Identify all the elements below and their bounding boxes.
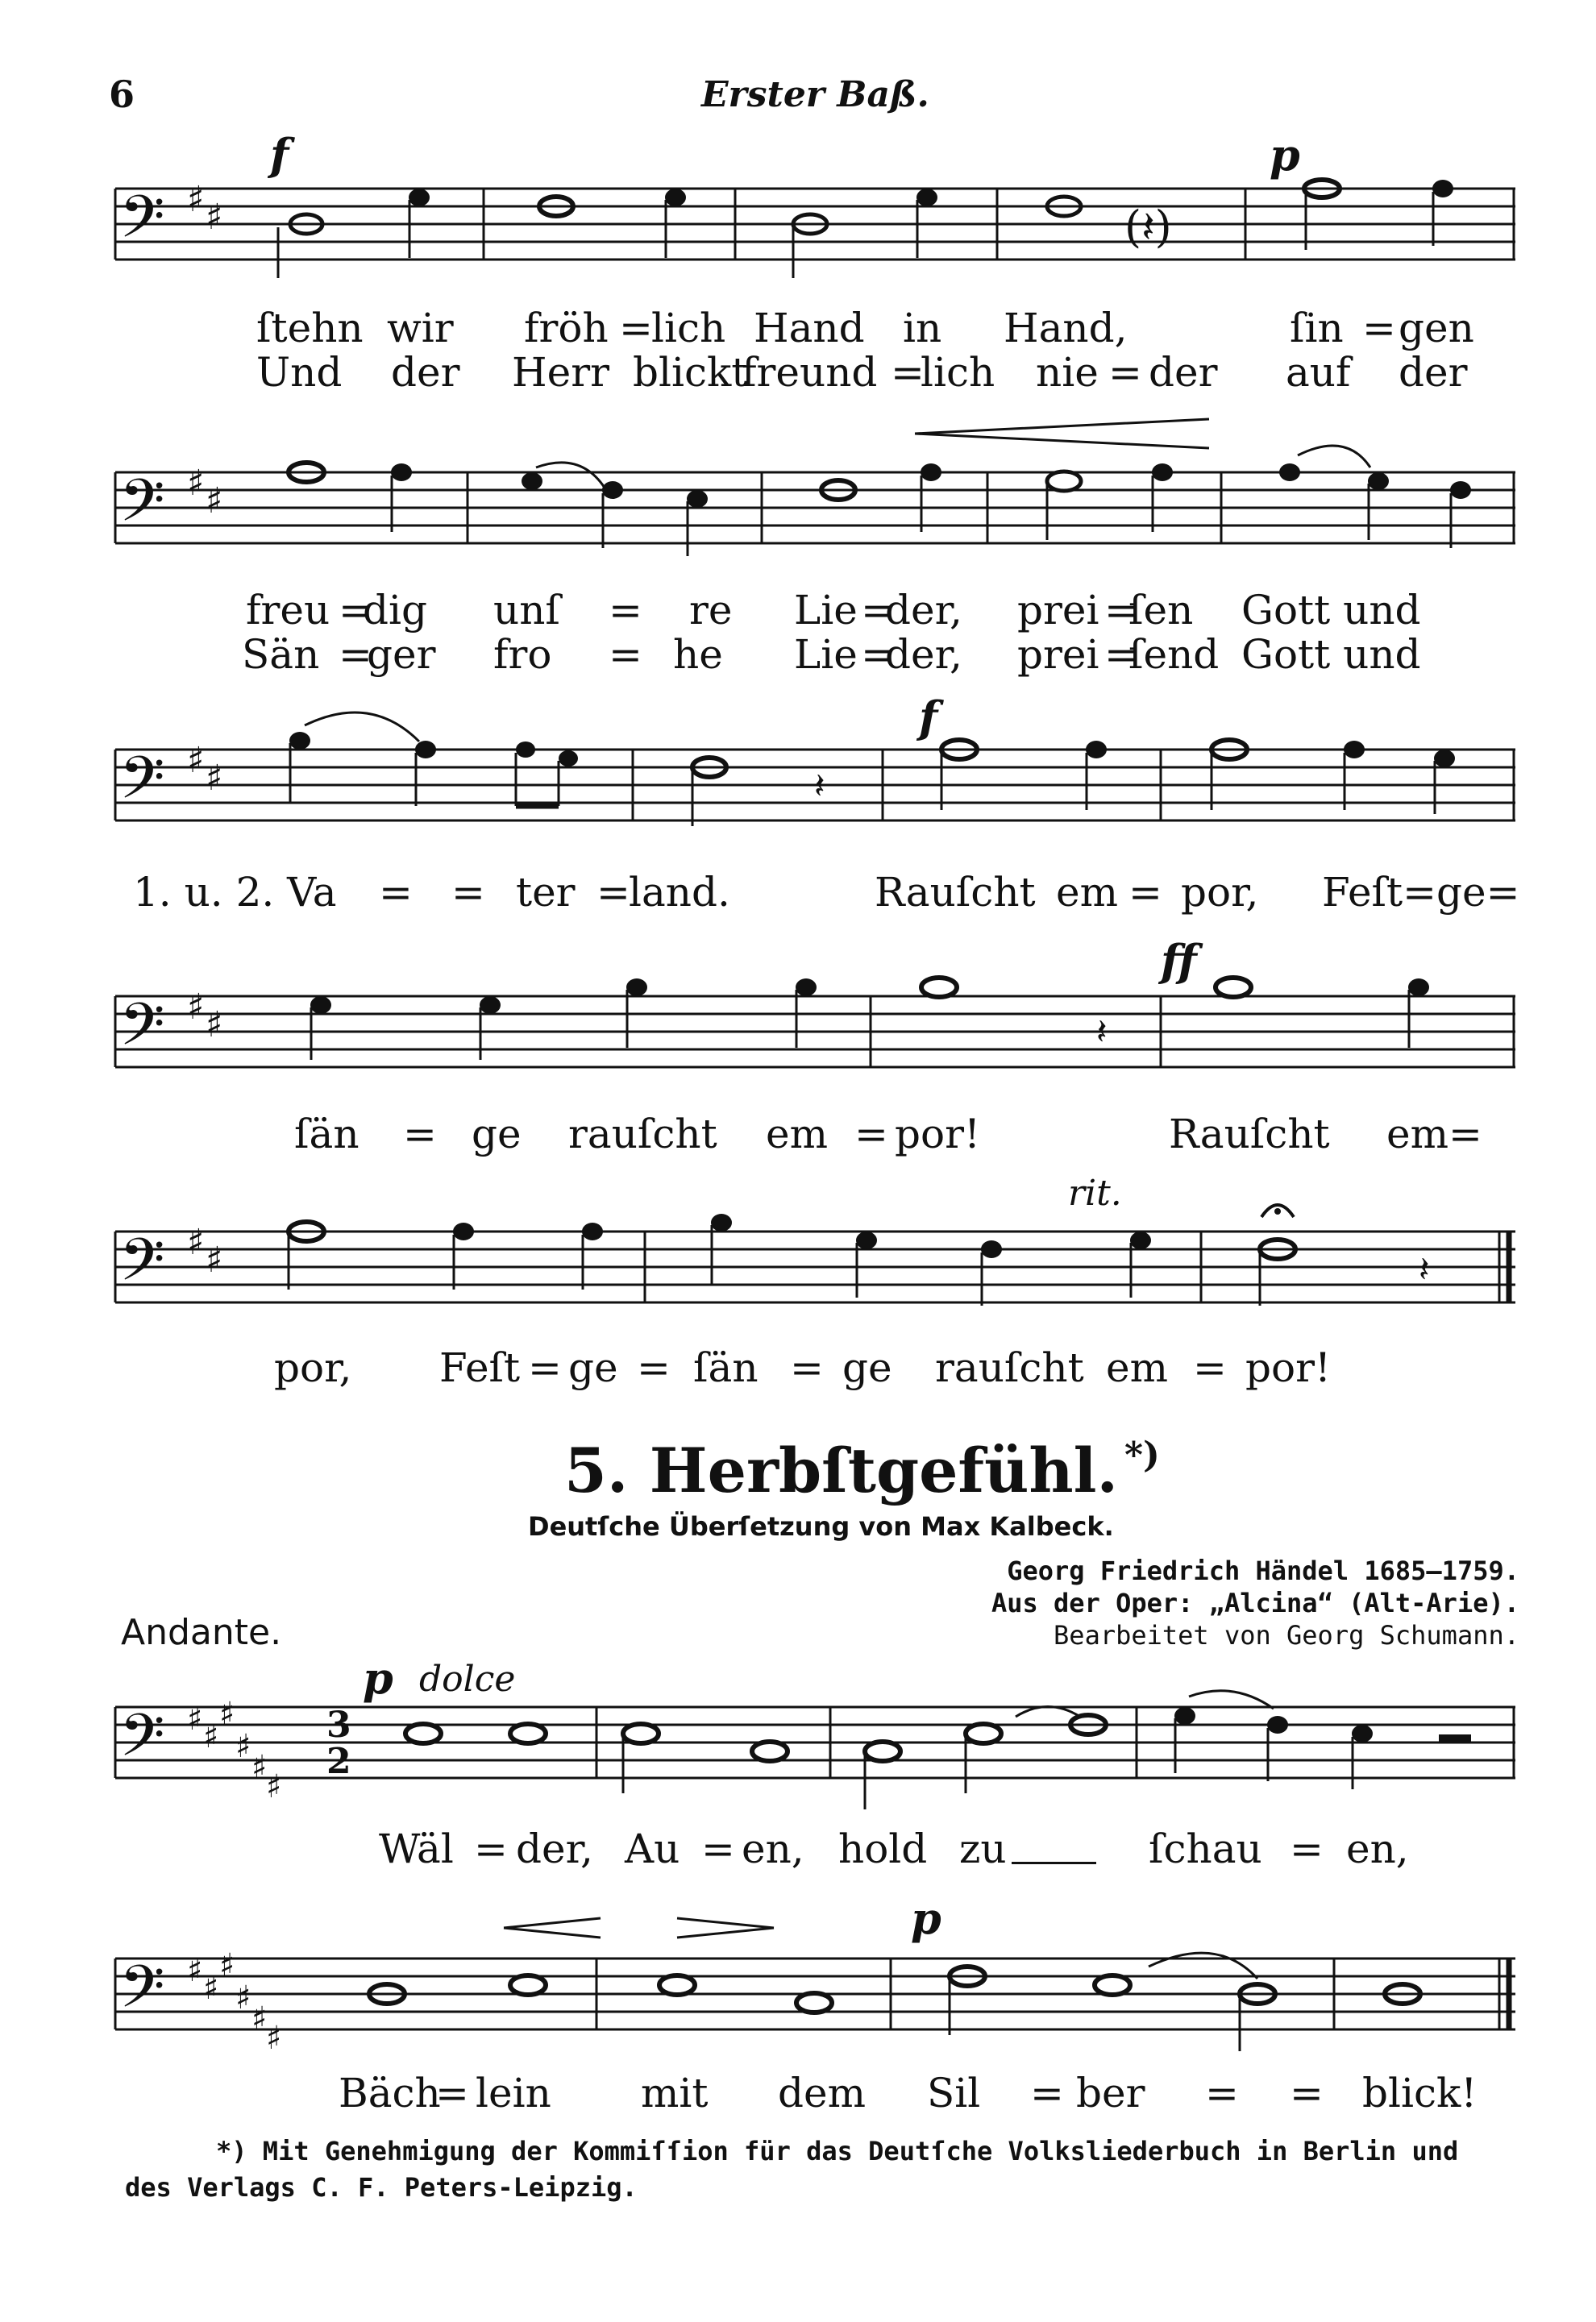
lyric: = bbox=[1362, 305, 1396, 351]
opera-source: Aus der Oper: „Alcina“ (Alt-Arie). bbox=[991, 1588, 1519, 1618]
lyric: = bbox=[1193, 1344, 1227, 1391]
lyric: der bbox=[391, 349, 460, 396]
lyric: = bbox=[637, 1344, 671, 1391]
lyric: = bbox=[1104, 587, 1138, 633]
lyric: lein bbox=[476, 2070, 551, 2116]
svg-text:𝄢: 𝄢 bbox=[119, 182, 165, 265]
lyric: in bbox=[903, 305, 942, 351]
lyric: por, bbox=[1181, 869, 1259, 916]
lyric: freu bbox=[246, 587, 330, 633]
lyric: Gott und bbox=[1241, 587, 1421, 633]
svg-text:♯: ♯ bbox=[206, 758, 223, 799]
lyric: rauſcht bbox=[935, 1344, 1084, 1391]
svg-text:♯: ♯ bbox=[187, 1701, 203, 1738]
staff-system-3 bbox=[115, 712, 1515, 826]
lyric: Und bbox=[256, 349, 343, 396]
svg-text:𝄢: 𝄢 bbox=[119, 1225, 165, 1308]
lyric: Bäch bbox=[339, 2070, 441, 2116]
lyric: ſän bbox=[294, 1111, 360, 1157]
dynamic-f: f bbox=[919, 692, 938, 743]
lyric: ſchau bbox=[1149, 1826, 1262, 1872]
lyric: = bbox=[861, 631, 895, 678]
lyric: por! bbox=[895, 1111, 981, 1157]
lyric: Sil bbox=[927, 2070, 981, 2116]
dynamic-p: p bbox=[911, 1892, 941, 1944]
lyric: Sän bbox=[242, 631, 320, 678]
dynamic-f: f bbox=[270, 129, 289, 181]
lyric: = bbox=[379, 869, 413, 916]
svg-text:♯: ♯ bbox=[206, 480, 223, 521]
lyric: freund bbox=[742, 349, 878, 396]
svg-text:♯: ♯ bbox=[219, 1947, 235, 1984]
lyric: prei bbox=[1017, 631, 1099, 678]
melisma-line bbox=[1012, 1862, 1096, 1864]
svg-text:♯: ♯ bbox=[187, 463, 205, 504]
svg-text:♯: ♯ bbox=[203, 1970, 219, 2007]
lyric: der, bbox=[885, 631, 962, 678]
lyric: land. bbox=[629, 869, 730, 916]
lyric: = bbox=[451, 869, 485, 916]
svg-text:♯: ♯ bbox=[187, 987, 205, 1028]
staff-system-4 bbox=[115, 978, 1515, 1073]
lyric: auf bbox=[1286, 349, 1351, 396]
dynamic-ff: ff bbox=[1161, 935, 1197, 987]
svg-text:♯: ♯ bbox=[206, 197, 223, 238]
lyric: fro bbox=[493, 631, 552, 678]
lyric: em bbox=[1056, 869, 1119, 916]
lyric: = bbox=[339, 587, 372, 633]
lyric: = bbox=[1128, 869, 1162, 916]
song-title-text: 5. Herbſtgefühl. bbox=[564, 1435, 1118, 1506]
lyric: ter bbox=[516, 869, 576, 916]
lyric: = bbox=[619, 305, 653, 351]
lyric: lich bbox=[651, 305, 726, 351]
lyric: Hand bbox=[754, 305, 865, 351]
lyric: nie bbox=[1036, 349, 1099, 396]
svg-text:♯: ♯ bbox=[251, 2000, 268, 2037]
svg-text:♯: ♯ bbox=[219, 1696, 235, 1733]
lyric: = bbox=[1030, 2070, 1064, 2116]
lyric: em= bbox=[1386, 1111, 1482, 1157]
ritardando-marking: rit. bbox=[1068, 1173, 1122, 1214]
svg-text:♯: ♯ bbox=[266, 1768, 282, 1805]
lyric: = bbox=[609, 587, 642, 633]
lyric: = bbox=[339, 631, 372, 678]
lyric: Lie bbox=[794, 631, 858, 678]
lyric: Hand, bbox=[1004, 305, 1128, 351]
svg-text:♯: ♯ bbox=[187, 740, 205, 781]
staff-system-2 bbox=[115, 419, 1515, 556]
lyric: gen bbox=[1399, 305, 1474, 351]
time-sig-bottom: 2 bbox=[326, 1741, 351, 1782]
lyric: Rauſcht bbox=[1169, 1111, 1330, 1157]
staff-system-7 bbox=[115, 1918, 1515, 2057]
svg-text:𝄽: 𝄽 bbox=[1096, 1011, 1108, 1053]
lyric: wir bbox=[387, 305, 454, 351]
lyric: ber bbox=[1076, 2070, 1145, 2116]
lyric: ſtehn bbox=[256, 305, 364, 351]
lyric: he bbox=[673, 631, 723, 678]
svg-text:♯: ♯ bbox=[187, 1952, 203, 1989]
lyric: = bbox=[609, 631, 642, 678]
lyric: ge bbox=[472, 1111, 522, 1157]
dynamic-p: p bbox=[1270, 129, 1300, 181]
svg-text:𝄢: 𝄢 bbox=[119, 1701, 165, 1784]
lyric: ger bbox=[367, 631, 436, 678]
lyric: = bbox=[403, 1111, 437, 1157]
svg-text:𝄽: 𝄽 bbox=[814, 766, 825, 807]
translation-credit: Deutſche Überſetzung von Max Kalbeck. bbox=[528, 1511, 1114, 1542]
lyric: hold bbox=[838, 1826, 928, 1872]
lyric: Feſt=ge= bbox=[1322, 869, 1520, 916]
svg-text:♯: ♯ bbox=[266, 2020, 282, 2057]
svg-text:𝄽: 𝄽 bbox=[1419, 1249, 1430, 1290]
song-title bbox=[564, 1435, 1160, 1506]
lyric: = bbox=[435, 2070, 469, 2116]
svg-text:♯: ♯ bbox=[251, 1749, 268, 1786]
lyric: em bbox=[1106, 1344, 1169, 1391]
svg-text:♯: ♯ bbox=[235, 1728, 251, 1765]
lyric: Gott und bbox=[1241, 631, 1421, 678]
lyric: mit bbox=[641, 2070, 709, 2116]
lyric: = bbox=[861, 587, 895, 633]
lyric: = bbox=[701, 1826, 735, 1872]
lyric: Herr bbox=[512, 349, 609, 396]
dynamic-p: p bbox=[363, 1652, 393, 1704]
svg-text:𝄢: 𝄢 bbox=[119, 466, 165, 549]
svg-text:(𝄽): (𝄽) bbox=[1124, 201, 1172, 252]
lyric: der, bbox=[885, 587, 962, 633]
lyric: Wäl bbox=[379, 1826, 454, 1872]
footnote-line-2: des Verlags C. F. Peters-Leipzig. bbox=[125, 2172, 638, 2203]
part-title: Erster Baß. bbox=[701, 74, 929, 115]
lyric: dig bbox=[363, 587, 428, 633]
svg-text:♯: ♯ bbox=[187, 179, 205, 220]
lyric: = bbox=[1290, 2070, 1324, 2116]
lyric: der bbox=[1399, 349, 1468, 396]
lyric: en, bbox=[742, 1826, 804, 1872]
lyric: ſend bbox=[1128, 631, 1220, 678]
footnote-mark: *) bbox=[1124, 1435, 1160, 1476]
dolce-marking: dolce bbox=[419, 1659, 516, 1700]
tempo-marking: Andante. bbox=[121, 1612, 282, 1653]
arranger-credit: Bearbeitet von Georg Schumann. bbox=[1054, 1620, 1519, 1651]
lyric: ge bbox=[842, 1344, 892, 1391]
lyric: = bbox=[1104, 631, 1138, 678]
lyric: der bbox=[1149, 349, 1218, 396]
lyric: rauſcht bbox=[568, 1111, 717, 1157]
lyric: ſin bbox=[1290, 305, 1344, 351]
lyric: fröh bbox=[524, 305, 609, 351]
lyric: Rauſcht bbox=[875, 869, 1036, 916]
lyric: = bbox=[474, 1826, 508, 1872]
lyric: re bbox=[689, 587, 733, 633]
svg-text:𝄢: 𝄢 bbox=[119, 1952, 165, 2035]
lyric: = bbox=[528, 1344, 562, 1391]
lyric: ſän bbox=[693, 1344, 759, 1391]
staff-system-6 bbox=[115, 1691, 1515, 1809]
lyric: = bbox=[790, 1344, 824, 1391]
svg-text:♯: ♯ bbox=[187, 1222, 205, 1263]
composer-credit: Georg Friedrich Händel 1685—1759. bbox=[1007, 1556, 1519, 1586]
staff-system-1 bbox=[115, 179, 1515, 278]
lyric: ge bbox=[568, 1344, 618, 1391]
lyric: 1. u. 2. Va bbox=[133, 869, 337, 916]
lyric: der, bbox=[516, 1826, 593, 1872]
lyric: = bbox=[1205, 2070, 1239, 2116]
lyric: Feſt bbox=[439, 1344, 521, 1391]
svg-text:♯: ♯ bbox=[206, 1240, 223, 1281]
svg-text:♯: ♯ bbox=[235, 1979, 251, 2017]
svg-text:𝄢: 𝄢 bbox=[119, 990, 165, 1073]
lyric: prei bbox=[1017, 587, 1099, 633]
lyric: = bbox=[596, 869, 630, 916]
staff-system-5 bbox=[115, 1205, 1515, 1308]
footnote-line-1: *) Mit Genehmigung der Kommiſſion für das Deutſche Volksliederbuch in Berlin und bbox=[216, 2136, 1459, 2166]
lyric: por! bbox=[1245, 1344, 1332, 1391]
lyric: = bbox=[1290, 1826, 1324, 1872]
lyric: dem bbox=[778, 2070, 867, 2116]
lyric: Au bbox=[625, 1826, 680, 1872]
lyric: unſ bbox=[493, 587, 560, 633]
lyric: lich bbox=[921, 349, 995, 396]
page-number: 6 bbox=[109, 73, 135, 116]
lyric: por, bbox=[274, 1344, 352, 1391]
lyric: em bbox=[766, 1111, 829, 1157]
svg-text:♯: ♯ bbox=[203, 1718, 219, 1755]
lyric: blickt bbox=[633, 349, 748, 396]
lyric: = bbox=[854, 1111, 888, 1157]
lyric: = bbox=[1108, 349, 1142, 396]
lyric: zu bbox=[959, 1826, 1007, 1872]
lyric: Lie bbox=[794, 587, 858, 633]
lyric: = bbox=[891, 349, 925, 396]
time-sig-top: 3 bbox=[326, 1705, 351, 1746]
svg-text:𝄢: 𝄢 bbox=[119, 743, 165, 826]
svg-text:♯: ♯ bbox=[206, 1004, 223, 1045]
lyric: ſen bbox=[1128, 587, 1194, 633]
lyric: en, bbox=[1346, 1826, 1409, 1872]
lyric: blick! bbox=[1362, 2070, 1478, 2116]
